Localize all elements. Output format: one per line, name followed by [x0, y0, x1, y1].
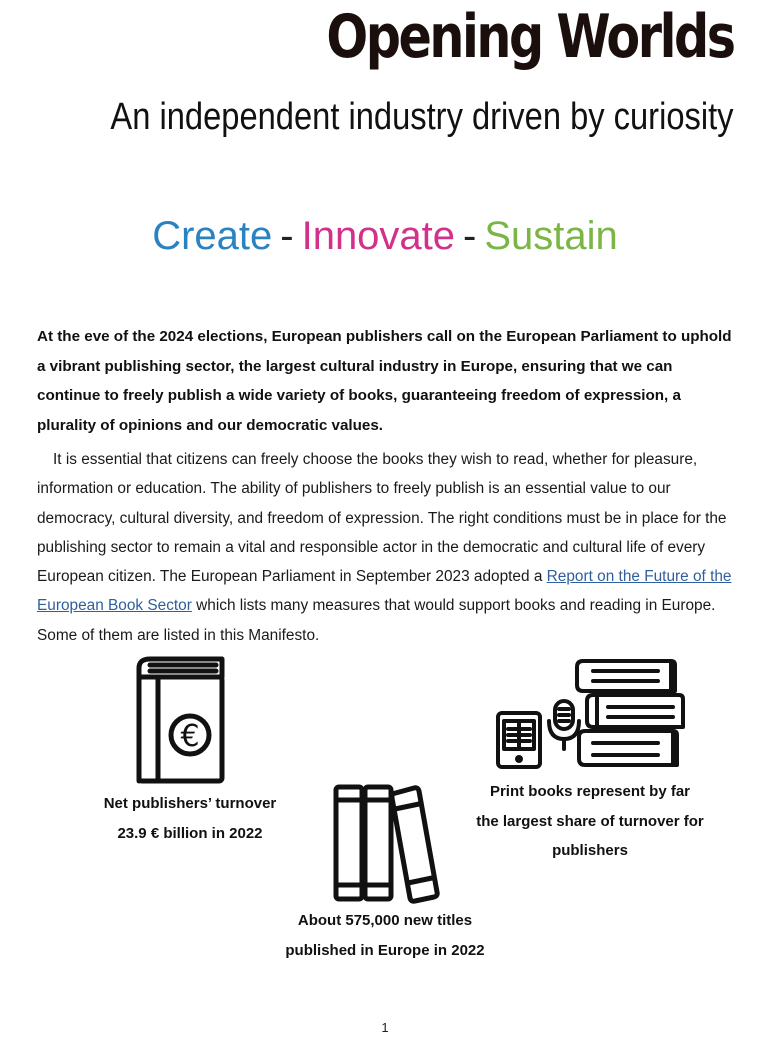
report-link[interactable]: Report on the Future of the European Book Sector — [37, 568, 732, 615]
tagline-separator: - — [463, 214, 477, 258]
tagline-sustain: Sustain — [484, 214, 618, 258]
stat-print — [465, 777, 715, 866]
tagline-separator: - — [280, 214, 294, 258]
tagline-create: Create — [152, 214, 273, 258]
stat-print-line1: Print books represent by far — [489, 783, 691, 800]
stat-print-line3: publishers — [552, 842, 628, 859]
body-text-before: It is essential that citizens can freely choose the books they wish to read, whether for pleasure, information or education. The ability of publishers to freely publish is an essential value to our democracy, cultural diversity, and freedom of expression. The right conditions must be in place for the publishing sector to remain a vital and responsible actor in the democratic and cultural life of every European citizen. The European Parliament in September 2023 adopted a — [37, 451, 727, 586]
page-title: Opening Worlds — [326, 2, 734, 72]
svg-text:€: € — [180, 719, 200, 754]
tagline — [0, 214, 770, 259]
intro-paragraph: At the eve of the 2024 elections, European publishers call on the European Parliament to uphold a vibrant publishing sector, the largest cultural industry in Europe, ensuring that we can continue to freely publish a wide variety of books, guaranteeing freedom of expression, a plurality of opinions and our democratic values. — [37, 328, 732, 434]
stat-titles-line1: About 575,000 new titles — [297, 912, 473, 929]
tagline-innovate: Innovate — [301, 214, 456, 258]
stat-turnover — [80, 789, 300, 849]
stat-print-line2: the largest share of turnover for — [476, 812, 704, 830]
page-number: 1 — [381, 1020, 389, 1035]
stat-turnover-line2: 23.9 € billion in 2022 — [117, 825, 263, 842]
euro-book-icon — [130, 655, 230, 785]
stat-titles-line2: published in Europe in 2022 — [285, 942, 485, 959]
books-row-icon — [332, 782, 442, 906]
stat-titles — [275, 906, 495, 966]
page-subtitle: An independent industry driven by curiosity — [110, 96, 734, 138]
print-ebook-audio-icon — [493, 655, 688, 773]
body-text-after: which lists many measures that would support books and reading in Europe. Some of them are listed in this Manifesto. — [37, 597, 716, 644]
stat-turnover-line1: Net publishers’ turnover — [103, 795, 277, 812]
body-paragraph — [37, 445, 737, 650]
